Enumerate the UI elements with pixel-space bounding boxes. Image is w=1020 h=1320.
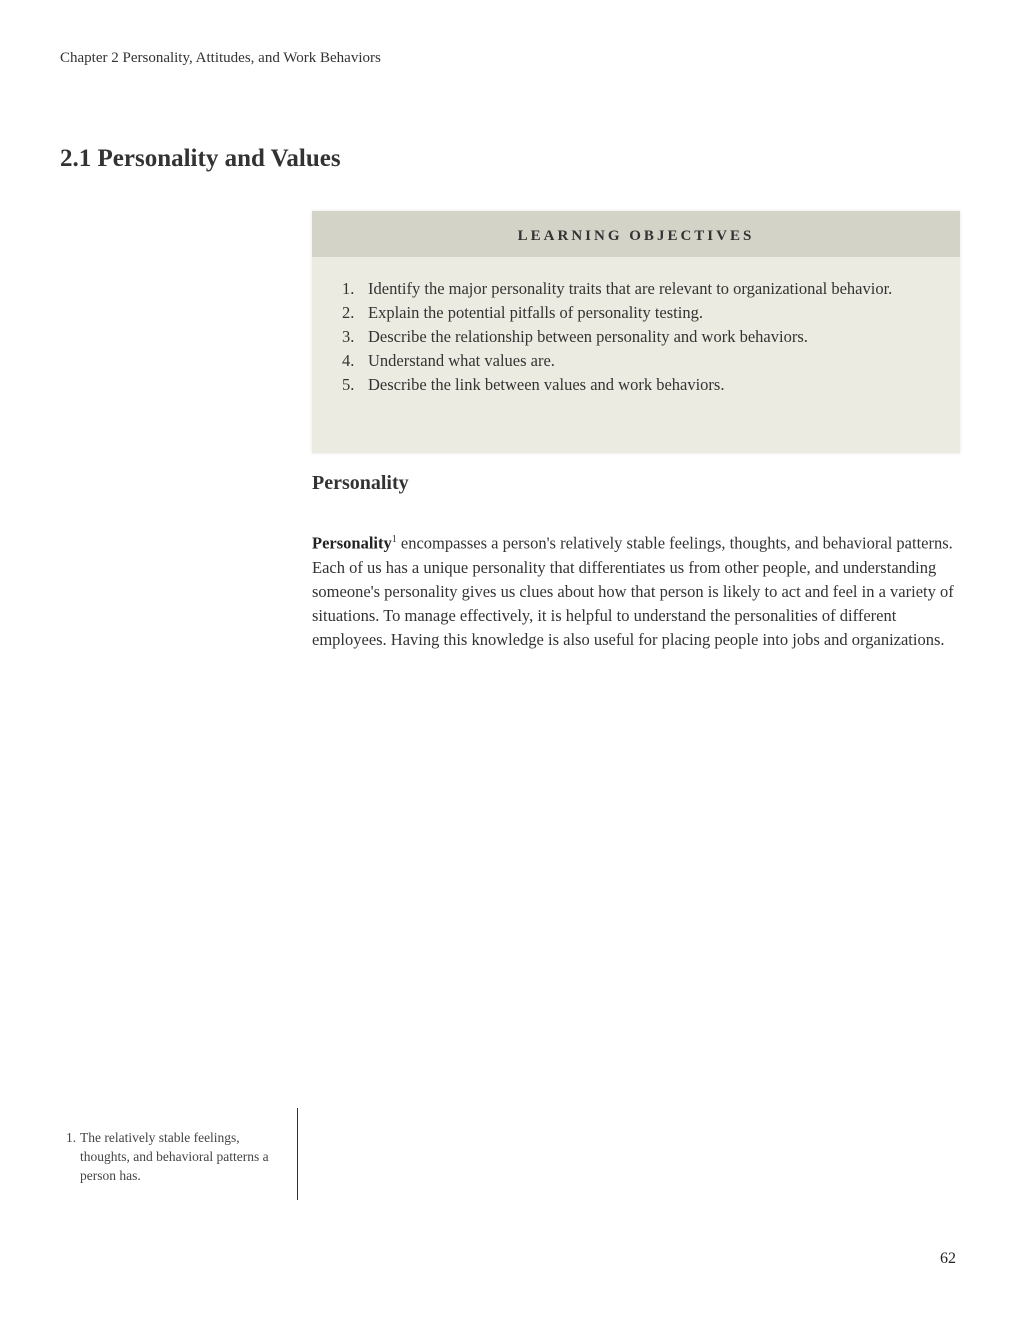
list-item: [342, 373, 930, 397]
item-number: 1.: [342, 279, 355, 298]
item-text: Identify the major personality traits that are relevant to organizational behavior.: [368, 279, 893, 298]
key-term: Personality: [312, 533, 392, 553]
body-paragraph: [312, 528, 957, 652]
item-text: Describe the link between values and work behaviors.: [368, 375, 725, 394]
learning-objectives-box: [312, 211, 960, 453]
item-number: 2.: [342, 303, 355, 322]
learning-objectives-list: [312, 257, 960, 397]
paragraph-text: encompasses a person's relatively stable feelings, thoughts, and behavioral patterns. Each of us has a unique personality that differentiates us from other people, and understanding someone's personality gives us clues about how that person is likely to act and feel in a variety of situations. To manage effectively, it is helpful to understand the personalities of different employees. Having this knowledge is also useful for placing people into jobs and organizations.: [312, 533, 954, 649]
item-text: Explain the potential pitfalls of personality testing.: [368, 303, 703, 322]
footnote-text: The relatively stable feelings, thoughts, and behavioral patterns a person has.: [80, 1130, 269, 1183]
footnote-ref[interactable]: 1: [391, 534, 397, 545]
item-text: Understand what values are.: [368, 351, 555, 370]
section-title: 2.1 Personality and Values: [60, 145, 341, 172]
running-head: Chapter 2 Personality, Attitudes, and Work Behaviors: [60, 50, 381, 66]
subsection-title: Personality: [312, 472, 409, 494]
learning-objectives-heading: LEARNING OBJECTIVES: [312, 211, 960, 257]
margin-definition: [66, 1128, 281, 1185]
item-number: 4.: [342, 351, 355, 370]
item-number: 5.: [342, 375, 355, 394]
item-number: 3.: [342, 327, 355, 346]
list-item: [342, 277, 930, 301]
footnote-number: 1.: [66, 1130, 77, 1145]
item-text: Describe the relationship between personality and work behaviors.: [368, 327, 808, 346]
list-item: [342, 301, 930, 325]
margin-divider: [297, 1108, 298, 1200]
list-item: [342, 325, 930, 349]
list-item: [342, 349, 930, 373]
page-number: 62: [940, 1250, 956, 1267]
